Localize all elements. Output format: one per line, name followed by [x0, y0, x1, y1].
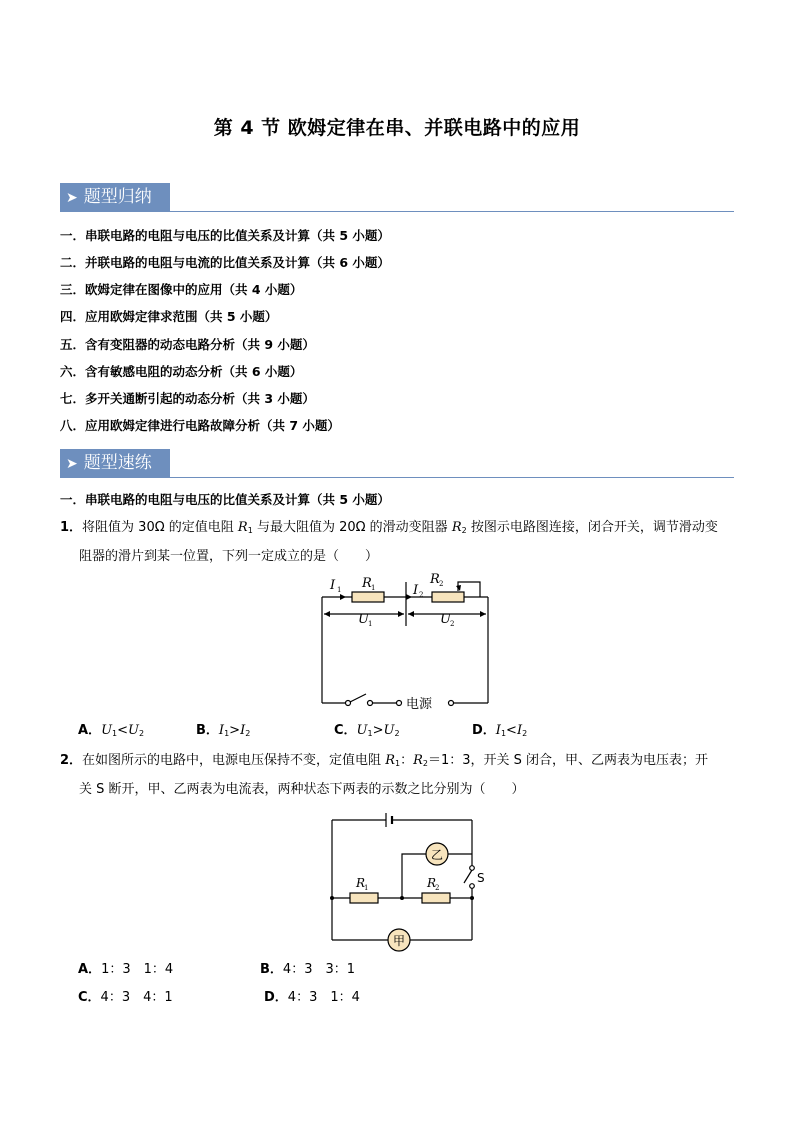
subscript: 1	[112, 729, 118, 738]
var: U	[101, 723, 113, 738]
option-text: 1：3 1：4	[101, 962, 174, 977]
question-text: 在如图所示的电路中，电源电压保持不变，定值电阻	[82, 753, 386, 768]
option-letter: B．	[196, 723, 219, 738]
label-s: S	[477, 871, 485, 885]
question-2	[60, 748, 740, 803]
resistor-r1	[350, 893, 378, 903]
parallel-circuit-diagram	[320, 808, 500, 953]
label-u2: U	[440, 612, 451, 627]
toc-item[interactable]: 六．含有敏感电阻的动态分析（共 6 小题）	[60, 364, 303, 379]
label-r1-sub: 1	[364, 884, 369, 892]
resistor-r2	[422, 893, 450, 903]
option-d[interactable]	[264, 988, 360, 1008]
toc-item[interactable]: 七．多开关通断引起的动态分析（共 3 小题）	[60, 391, 315, 406]
label-i1-sub: 1	[337, 586, 342, 594]
label-r2-sub: 2	[435, 884, 440, 892]
subscript: 1	[247, 526, 253, 535]
section-header-practice	[60, 449, 734, 479]
operator: >	[229, 723, 241, 738]
toc-item[interactable]: 四．应用欧姆定律求范围（共 5 小题）	[60, 309, 278, 324]
var: U	[128, 723, 139, 738]
option-text: 4：3 1：4	[287, 990, 360, 1005]
option-a[interactable]	[78, 721, 144, 741]
question-number: 1．	[60, 520, 83, 535]
option-letter: A．	[78, 962, 102, 977]
var: I	[495, 723, 501, 738]
var: I	[516, 723, 523, 738]
label-r2: R	[430, 572, 440, 587]
section-tab	[60, 183, 170, 211]
colon: ：	[400, 753, 414, 768]
switch-icon	[350, 694, 366, 702]
label-i1: I	[330, 578, 336, 593]
label-i2-sub: 2	[419, 591, 424, 599]
section-divider	[60, 477, 734, 478]
option-letter: D．	[472, 723, 496, 738]
question-text: 将阻值为 30Ω 的定值电阻	[82, 520, 238, 535]
subscript: 2	[522, 729, 528, 738]
switch-icon	[464, 870, 472, 883]
label-r1: R	[356, 876, 366, 890]
label-jia: 甲	[393, 934, 406, 948]
option-letter: A．	[78, 723, 102, 738]
var-r: R	[237, 520, 248, 535]
question-text: 按图示电路图连接，闭合开关，调节滑动变	[466, 520, 718, 535]
label-r2: R	[427, 876, 437, 890]
question-text: 与最大阻值为 20Ω 的滑动变阻器	[252, 520, 452, 535]
option-b[interactable]	[260, 960, 355, 980]
var: I	[218, 723, 225, 738]
option-c[interactable]	[78, 988, 173, 1008]
label-power-source: 电源	[406, 697, 433, 712]
option-b[interactable]	[196, 721, 250, 741]
label-r2-sub: 2	[439, 580, 444, 588]
subscript: 2	[461, 526, 467, 535]
subscript: 1	[367, 729, 373, 738]
var-r: R	[451, 520, 462, 535]
arrow-right-icon: ➤	[66, 190, 78, 206]
rheostat-r2	[432, 592, 464, 602]
subscript: 2	[422, 759, 428, 768]
section-label: 题型速练	[83, 453, 152, 473]
operator: <	[117, 723, 129, 738]
label-yi: 乙	[431, 848, 444, 862]
question-1-line-2: 阻器的滑片到某一位置，下列一定成立的是（ ）	[79, 549, 379, 564]
option-a[interactable]	[78, 960, 173, 980]
label-r1: R	[362, 576, 372, 591]
question-1	[60, 515, 740, 570]
subscript: 2	[139, 729, 145, 738]
subscript: 1	[394, 759, 401, 768]
var: U	[383, 723, 395, 738]
var-r: R	[413, 753, 423, 768]
question-text: ＝1：3，开关 S 闭合，甲、乙两表为电压表；开	[427, 753, 709, 768]
option-c[interactable]	[334, 721, 400, 741]
toc-item[interactable]: 一．串联电路的电阻与电压的比值关系及计算（共 5 小题）	[60, 228, 390, 243]
toc-item[interactable]: 二．并联电路的电阻与电流的比值关系及计算（共 6 小题）	[60, 255, 390, 270]
subscript: 2	[394, 729, 400, 738]
option-text: 4：3 4：1	[100, 990, 173, 1005]
option-letter: B．	[260, 962, 283, 977]
label-i2: I	[413, 583, 419, 598]
page-title: 第 4 节 欧姆定律在串、并联电路中的应用	[213, 117, 581, 139]
toc-item[interactable]: 三．欧姆定律在图像中的应用（共 4 小题）	[60, 282, 303, 297]
toc-item[interactable]: 八．应用欧姆定律进行电路故障分析（共 7 小题）	[60, 418, 340, 433]
section-divider	[60, 211, 734, 212]
var: I	[240, 723, 246, 738]
section-label: 题型归纳	[83, 187, 152, 207]
option-letter: C．	[78, 990, 101, 1005]
series-circuit-diagram	[300, 570, 510, 715]
subscript: 1	[500, 729, 507, 738]
subscript: 2	[245, 729, 251, 738]
option-d[interactable]	[472, 721, 527, 741]
option-letter: C．	[334, 723, 357, 738]
subsection-heading: 一．串联电路的电阻与电压的比值关系及计算（共 5 小题）	[60, 492, 390, 507]
operator: <	[506, 723, 517, 738]
question-2-line-2: 关 S 断开，甲、乙两表为电流表，两种状态下两表的示数之比分别为（ ）	[79, 782, 525, 797]
option-letter: D．	[264, 990, 288, 1005]
option-text: 4：3 3：1	[282, 962, 356, 977]
arrow-right-icon: ➤	[66, 456, 78, 472]
question-number: 2．	[60, 753, 83, 768]
label-u2-sub: 2	[450, 620, 455, 628]
label-u1-sub: 1	[368, 620, 373, 628]
question-2-line-1	[60, 748, 740, 777]
var: U	[356, 723, 368, 738]
var-r: R	[385, 753, 395, 768]
operator: >	[372, 723, 384, 738]
label-u1: U	[358, 612, 369, 627]
label-r1-sub: 1	[371, 584, 376, 592]
resistor-r1	[352, 592, 384, 602]
section-header-summary	[60, 183, 734, 213]
subscript: 1	[224, 729, 230, 738]
question-1-line-1	[60, 515, 740, 544]
toc-item[interactable]: 五．含有变阻器的动态电路分析（共 9 小题）	[60, 337, 315, 352]
section-tab	[60, 449, 170, 477]
